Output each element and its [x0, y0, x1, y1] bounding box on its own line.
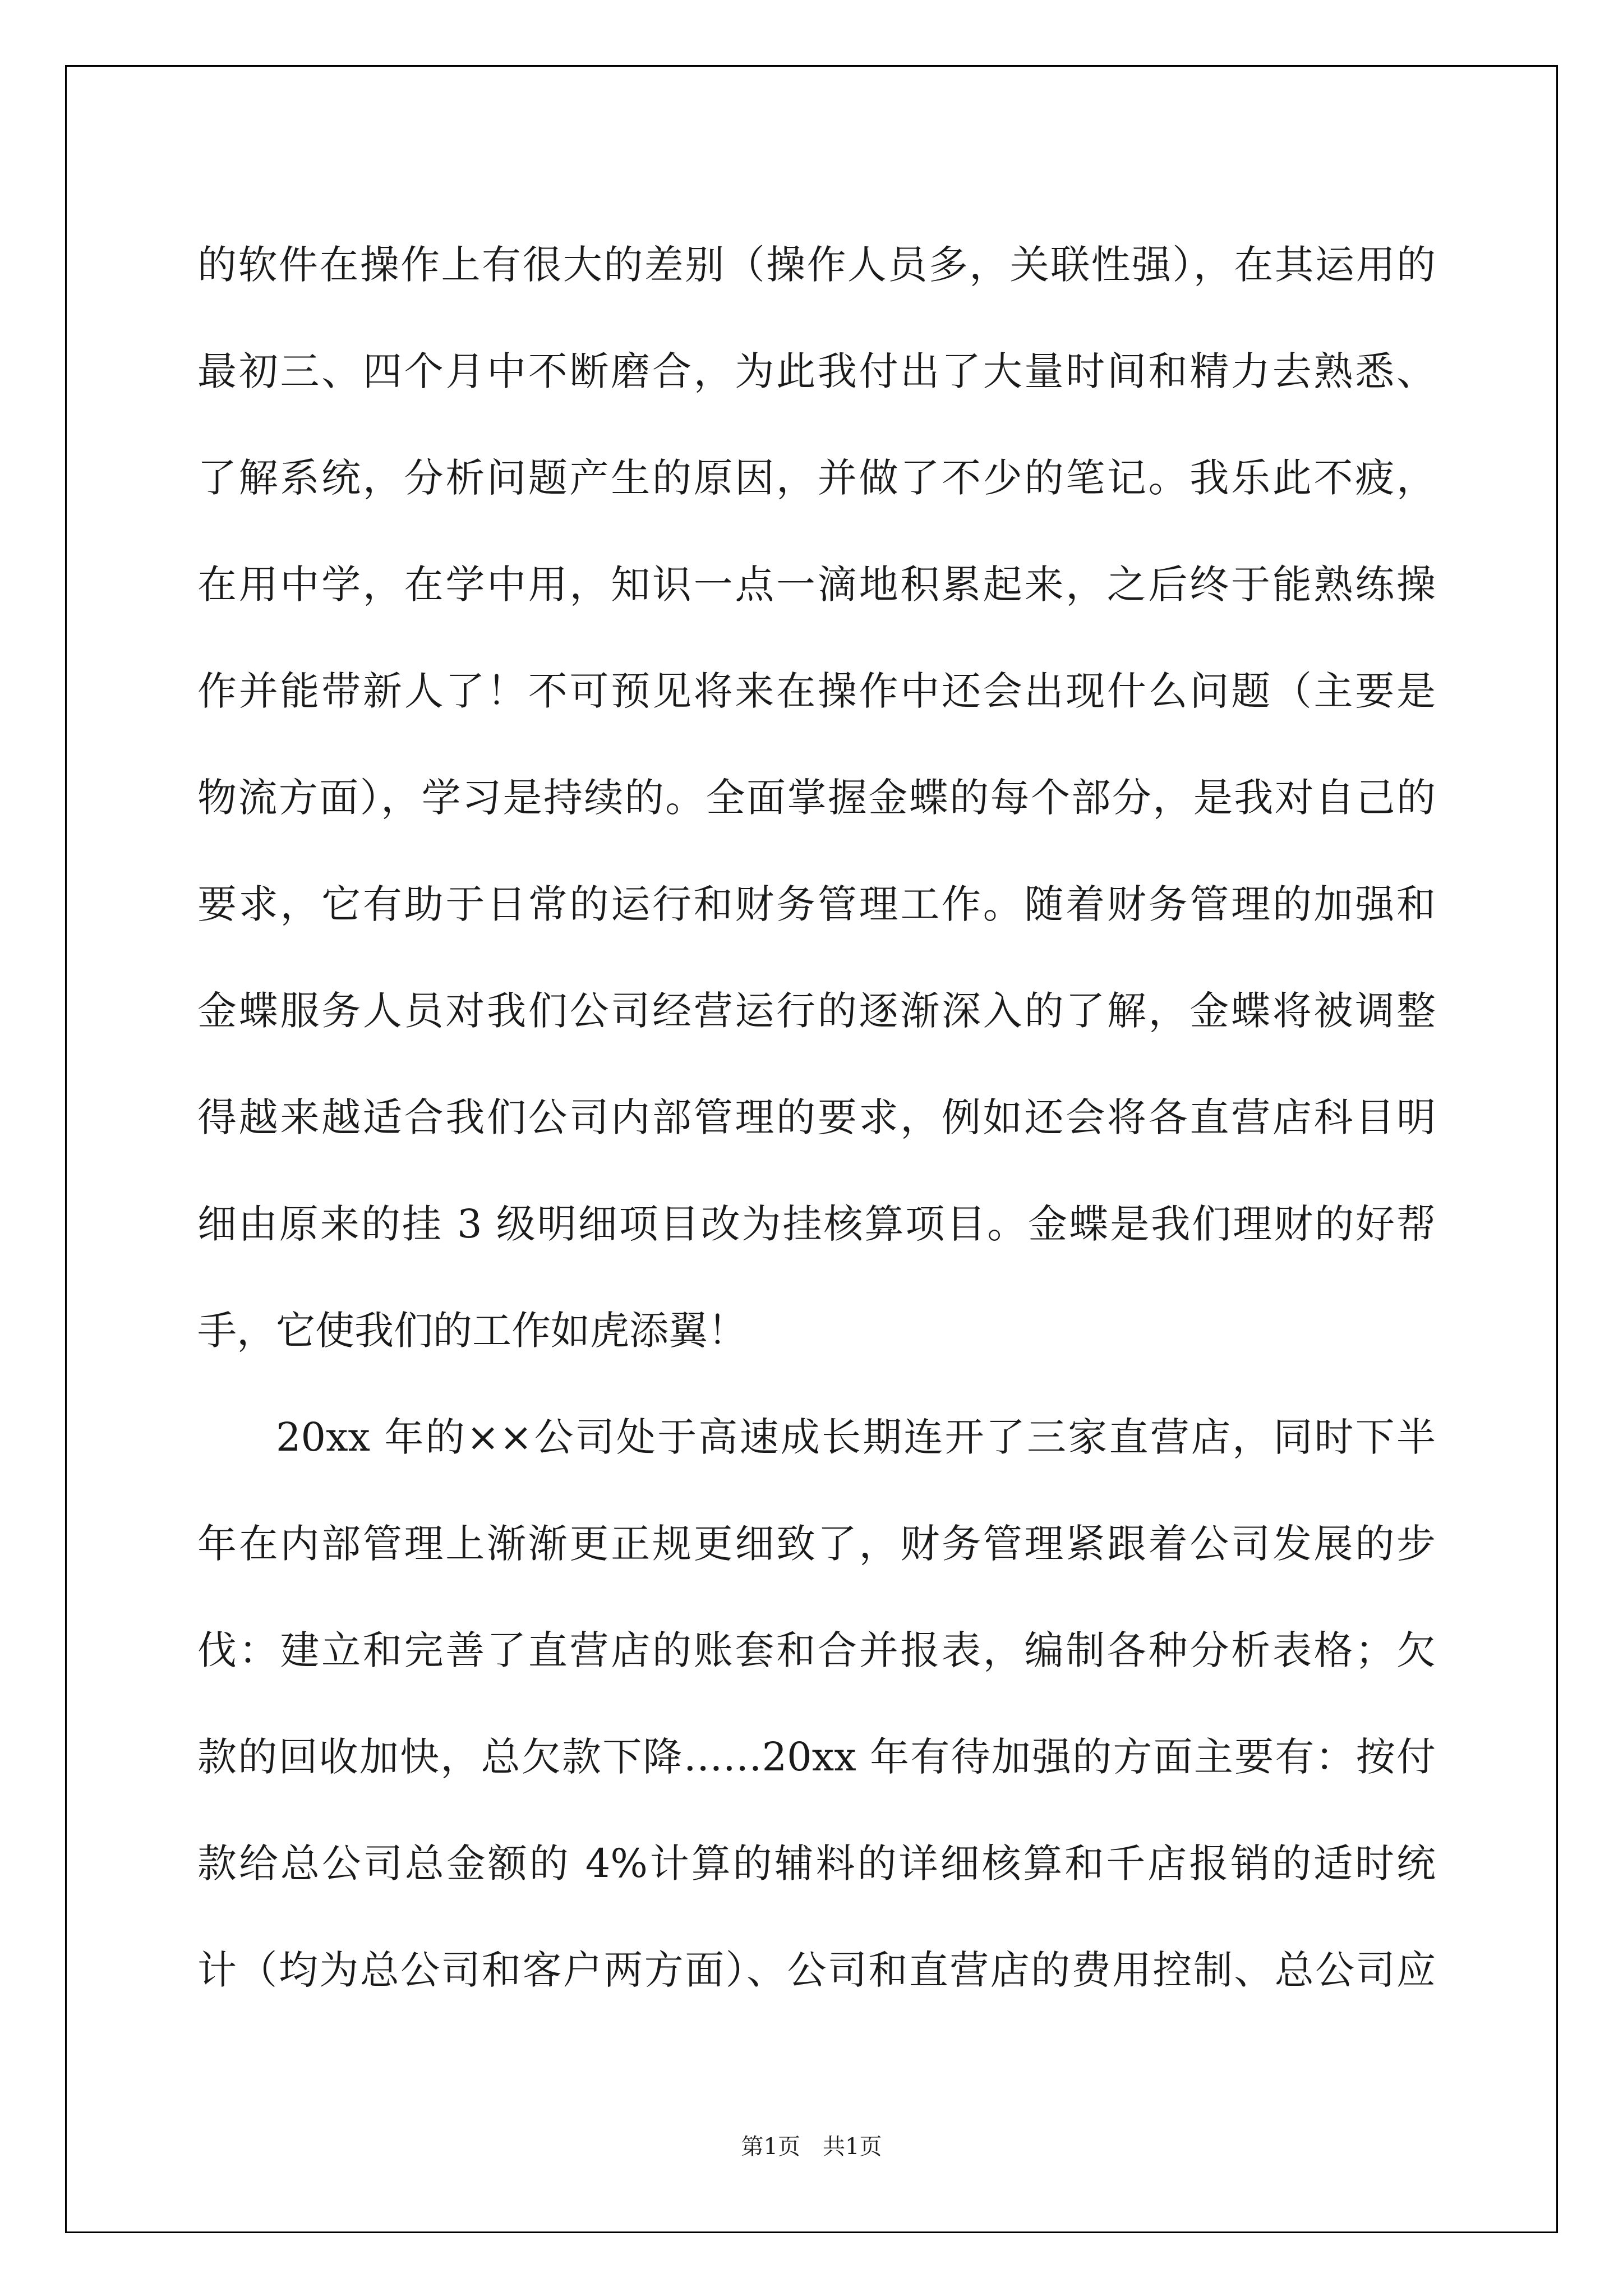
text-line: 伐：建立和完善了直营店的账套和合并报表，编制各种分析表格；欠: [197, 1627, 1436, 1673]
text-line: 款的回收加快，总欠款下降……20xx 年有待加强的方面主要有：按付: [197, 1734, 1436, 1780]
text-line: 的软件在操作上有很大的差别（操作人员多，关联性强），在其运用的: [197, 242, 1436, 288]
text-line: 要求，它有助于日常的运行和财务管理工作。随着财务管理的加强和: [197, 881, 1436, 927]
text-line: 作并能带新人了！不可预见将来在操作中还会出现什么问题（主要是: [197, 668, 1436, 714]
document-body: [197, 211, 1436, 2023]
paragraph-1: [197, 211, 1436, 1384]
text-line: 物流方面），学习是持续的。全面掌握金蝶的每个部分，是我对自己的: [197, 775, 1436, 821]
text-line: 细由原来的挂 3 级明细项目改为挂核算项目。金蝶是我们理财的好帮: [197, 1201, 1436, 1247]
text-line: 得越来越适合我们公司内部管理的要求，例如还会将各直营店科目明: [197, 1094, 1436, 1140]
text-line: 手，它使我们的工作如虎添翼！: [197, 1308, 747, 1354]
text-line: 最初三、四个月中不断磨合，为此我付出了大量时间和精力去熟悉、: [197, 348, 1436, 394]
text-line: 计（均为总公司和客户两方面）、公司和直营店的费用控制、总公司应: [197, 1947, 1436, 1993]
text-line: 20xx 年的××公司处于高速成长期连开了三家直营店，同时下半: [276, 1414, 1436, 1460]
page-number: 第1页 共1页: [741, 2134, 882, 2160]
text-line: 年在内部管理上渐渐更正规更细致了，财务管理紧跟着公司发展的步: [197, 1521, 1436, 1567]
text-line: 在用中学，在学中用，知识一点一滴地积累起来，之后终于能熟练操: [197, 562, 1436, 608]
text-line: 了解系统，分析问题产生的原因，并做了不少的笔记。我乐此不疲，: [197, 455, 1436, 501]
paragraph-2: [197, 1384, 1436, 2023]
text-line: 金蝶服务人员对我们公司经营运行的逐渐深入的了解，金蝶将被调整: [197, 988, 1436, 1034]
text-line: 款给总公司总金额的 4%计算的辅料的详细核算和千店报销的适时统: [197, 1841, 1436, 1887]
